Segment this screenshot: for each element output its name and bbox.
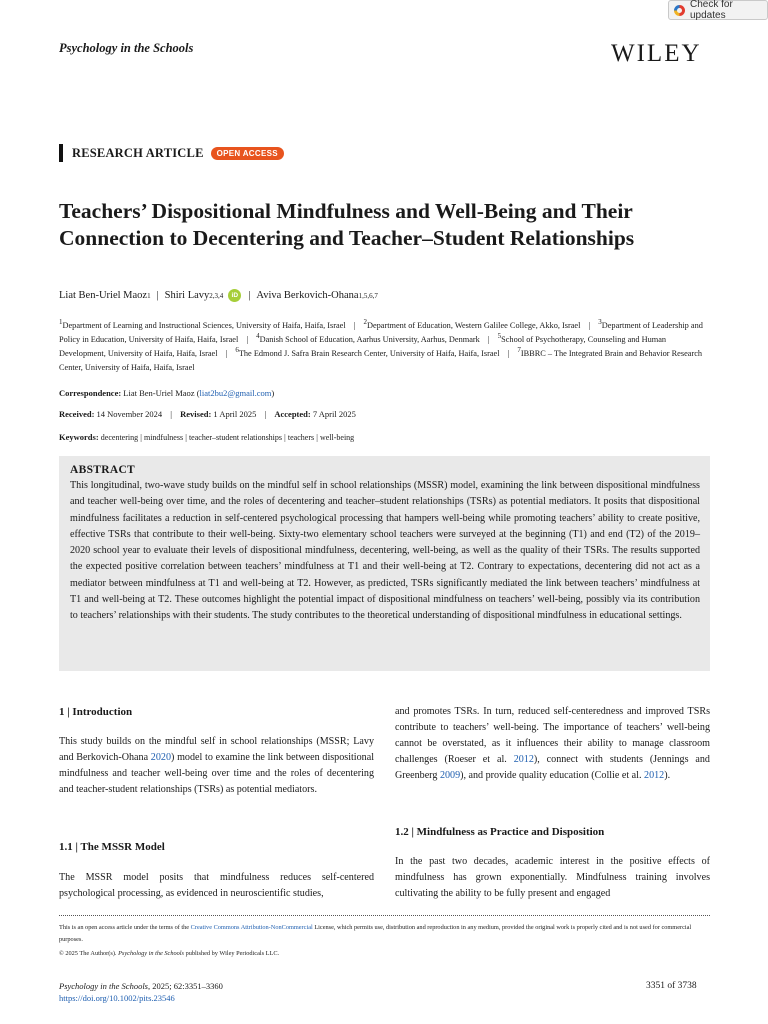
- affiliation-separator: |: [353, 321, 356, 330]
- keyword-separator: |: [284, 433, 286, 442]
- affiliation-sup: 7: [517, 346, 521, 355]
- keyword: decentering: [100, 433, 139, 442]
- date-separator: |: [264, 409, 267, 419]
- keyword: teachers: [287, 433, 315, 442]
- section-heading-mindfulness-practice: 1.2 | Mindfulness as Practice and Disposition: [395, 826, 605, 838]
- license-text-part: License, which permits use, distribution and reproduction in any medium, provided the original work is properly cited and is not used for commercial purposes.: [59, 924, 692, 943]
- article-type: RESEARCH ARTICLE: [72, 145, 204, 160]
- journal-name: Psychology in the Schools: [59, 41, 194, 55]
- mssr-paragraph: The MSSR model posits that mindfulness reduces self-centered psychological processing, as evidenced in neuroscientific studies,: [59, 872, 374, 899]
- practice-paragraph: In the past two decades, academic interest in the positive effects of mindfulness has grown exponentially. Mindfulness training involves cultivating the ability to be fully present and engaged: [395, 856, 710, 899]
- correspondence-name: Liat Ben-Uriel Maoz: [123, 388, 195, 398]
- affiliation: Department of Education, Western Galilee College, Akko, Israel: [366, 321, 581, 330]
- received-label: Received:: [59, 409, 95, 419]
- keyword: well-being: [319, 433, 355, 442]
- affiliation-separator: |: [588, 321, 591, 330]
- article-dates: [59, 409, 356, 419]
- footer-journal-name: Psychology in the Schools: [59, 981, 148, 991]
- received-date: 14 November 2024: [96, 409, 163, 419]
- check-for-updates-label: Check for updates: [690, 0, 733, 21]
- license-text-part: This is an open access article under the terms of the: [59, 924, 191, 931]
- intro-text: and promotes TSRs. In turn, reduced self-centeredness and improved TSRs contribute to teachers’ well-being. The importance of teachers’ well-being cannot be overstated, as it influences their ability to manage classroom challenges (Roeser et al.: [395, 706, 710, 765]
- affiliation-separator: |: [507, 349, 510, 358]
- correspondence-label: Correspondence:: [59, 388, 122, 398]
- revised-date: 1 April 2025: [213, 409, 257, 419]
- citation-link[interactable]: 2009: [439, 770, 461, 781]
- affiliation-sup: 2: [363, 318, 367, 327]
- accepted-label: Accepted:: [274, 409, 311, 419]
- copyright-text: published by Wiley Periodicals LLC.: [184, 950, 280, 957]
- article-type-bar: [59, 144, 63, 162]
- footer-volume: , 2025; 62:3351–3360: [148, 981, 223, 991]
- check-for-updates-button[interactable]: [668, 0, 768, 20]
- crossmark-icon: [674, 5, 685, 16]
- accepted-date: 7 April 2025: [312, 409, 356, 419]
- author-separator: |: [248, 290, 251, 301]
- affiliation: Department of Leadership and Policy in Education, University of Haifa, Haifa, Israel: [59, 321, 703, 344]
- keywords: [59, 432, 354, 442]
- affiliation: The Edmond J. Safra Brain Research Center, University of Haifa, Haifa, Israel: [238, 349, 500, 358]
- affiliation: Danish School of Education, Aarhus University, Aarhus, Denmark: [259, 335, 480, 344]
- page-number: 3351 of 3738: [646, 981, 697, 991]
- keyword-separator: |: [140, 433, 142, 442]
- correspondence-email-link[interactable]: liat2bu2@gmail.com: [199, 388, 272, 398]
- abstract-text: This longitudinal, two-wave study builds on the mindful self in school relationships (MSSR) model, examining the link between dispositional mindfulness and teacher well-being over time, and the roles of decentering and teacher–student relationships (TSRs) as potential mediators. It posits that dispositional mindfulness facilitates a reduction in self-centered psychological processing that hampers well-being while promoting teachers’ ability to create positive, effective TSRs that contribute to their well-being. Sixty-two elementary school teachers were surveyed at the beginning (T1) and end (T2) of the 2019–2020 school year to evaluate their levels of dispositional mindfulness, decentering, well-being, as well as the quality of their TSRs. The results supported the expected positive correlation between teachers’ mindfulness at T1 and their well-being at T2. Contrary to expectations, decentering did not act as a mediator between mindfulness at T1 and well-being at T2. However, as predicted, TSRs significantly mediated the link between teachers’ mindfulness at T1 and well-being at T2. These outcomes highlight the potential impact of dispositional mindfulness on teachers’ well-being, possibly via its contribution to teachers’ relationships with their students. The study contributes to the theoretical understanding of dispositional mindfulness in educational settings.: [70, 480, 700, 622]
- affiliation-sup: 3: [598, 318, 602, 327]
- affiliation-sup: 4: [256, 332, 260, 341]
- citation-link[interactable]: 2020: [150, 752, 171, 763]
- practice-section: [395, 824, 710, 902]
- intro-text: ) model to examine the link between dispositional mindfulness and teacher well-being over time and the roles of decentering and teacher-student relationships (TSRs) as potential mediators.: [59, 752, 374, 795]
- author-separator: |: [156, 290, 159, 301]
- affiliation-sup: 1: [59, 318, 63, 327]
- citation-link[interactable]: 2012: [644, 770, 665, 781]
- license-notice: [59, 922, 714, 960]
- intro-text: This study builds on the mindful self in school relationships (MSSR; Lavy and Berkovich-Ohana: [59, 736, 374, 763]
- date-separator: |: [170, 409, 172, 419]
- keywords-label: Keywords:: [59, 432, 99, 442]
- orcid-icon[interactable]: iD: [228, 289, 241, 302]
- affiliation: Department of Learning and Instructional Sciences, University of Haifa, Haifa, Israel: [62, 321, 346, 330]
- affiliation-separator: |: [225, 349, 228, 358]
- author-name[interactable]: Aviva Berkovich-Ohana: [256, 290, 359, 301]
- abstract-box: [59, 456, 710, 671]
- affiliation-sup: 6: [235, 346, 239, 355]
- affiliation-separator: |: [487, 335, 490, 344]
- keyword-separator: |: [185, 433, 187, 442]
- keyword-separator: |: [316, 433, 318, 442]
- intro-text: ), and provide quality education (Collie et al.: [460, 770, 645, 781]
- affiliation-separator: |: [246, 335, 248, 344]
- keyword: mindfulness: [143, 433, 184, 442]
- intro-paragraph: [59, 734, 374, 798]
- citation-link[interactable]: 2012: [513, 754, 534, 765]
- doi-link[interactable]: https://doi.org/10.1002/pits.23546: [59, 993, 175, 1003]
- author-list: Liat Ben-Uriel Maoz 1 | Shiri Lavy 2,3,4 iD | Aviva Berkovich-Ohana 1,5,6,7: [59, 290, 378, 301]
- section-heading-mssr-model: 1.1 | The MSSR Model: [59, 841, 165, 853]
- affiliations: [59, 319, 711, 375]
- creative-commons-link[interactable]: Creative Commons Attribution-NonCommercial: [190, 924, 313, 931]
- correspondence: [59, 388, 274, 398]
- affiliation: School of Psychotherapy, Counseling and Human Development, University of Haifa, Haifa, Israel: [59, 335, 667, 358]
- intro-section: [59, 704, 374, 798]
- author-name[interactable]: Shiri Lavy: [164, 290, 210, 301]
- abstract-heading: ABSTRACT: [70, 464, 136, 476]
- keyword: teacher–student relationships: [188, 433, 283, 442]
- intro-text: ).: [664, 770, 671, 781]
- intro-text: ), connect with students (Jennings and Greenberg: [395, 754, 710, 781]
- publisher-logo: WILEY: [611, 40, 702, 67]
- affiliation: IBBRC – The Integrated Brain and Behavior Research Center, University of Haifa, Haifa, Israel: [59, 349, 703, 372]
- copyright-text: © 2025 The Author(s).: [59, 950, 119, 957]
- footnote-divider: [59, 915, 710, 916]
- license-text: [59, 922, 714, 946]
- author-name[interactable]: Liat Ben-Uriel Maoz: [59, 290, 148, 301]
- correspondence-paren-close: ): [271, 388, 275, 398]
- right-column-intro: [395, 704, 710, 784]
- intro-continuation-paragraph: [395, 704, 710, 784]
- affiliation-sup: 5: [497, 332, 502, 341]
- mssr-section: [59, 839, 374, 902]
- correspondence-paren-open: (: [196, 388, 200, 398]
- footer-citation: [59, 981, 223, 991]
- open-access-badge: OPEN ACCESS: [211, 147, 284, 160]
- section-heading-introduction: 1 | Introduction: [59, 706, 133, 718]
- copyright-journal: Psychology in the Schools: [118, 950, 184, 957]
- copyright-line: [59, 948, 714, 960]
- article-type-row: [59, 144, 284, 162]
- revised-label: Revised:: [180, 409, 212, 419]
- article-title: Teachers’ Dispositional Mindfulness and Well-Being and Their Connection to Decentering and Teacher–Student Relationships: [59, 199, 635, 250]
